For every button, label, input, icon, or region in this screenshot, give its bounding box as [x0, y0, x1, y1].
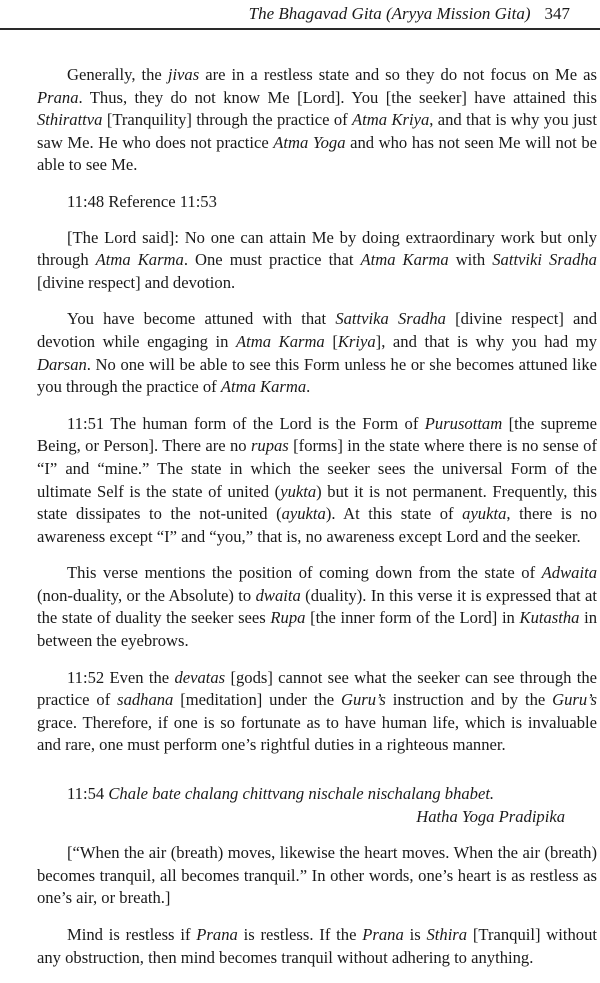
- text-run: [the supreme Being, or Person]. There are no: [37, 413, 597, 456]
- verse-source: [37, 806, 597, 829]
- italic-term: Atma Yoga: [273, 132, 346, 152]
- text-run: [: [324, 331, 338, 351]
- header-rule: [0, 28, 600, 30]
- italic-term: Prana: [196, 925, 238, 944]
- italic-term: Sthirattva: [37, 110, 103, 130]
- italic-term: jivas: [167, 65, 200, 84]
- italic-term: Atma Karma: [220, 377, 307, 397]
- text-run: . Thus, they do not know Me [Lord]. You [the seeker] have attained this: [78, 87, 597, 107]
- text-run: [the inner form of the Lord] in: [305, 608, 520, 628]
- text-run: 11:54: [67, 784, 109, 804]
- italic-term: yukta: [280, 481, 317, 501]
- verse-reference: [37, 191, 597, 214]
- italic-term: Sattvika Sradha: [335, 309, 446, 329]
- italic-term: Rupa: [270, 608, 306, 628]
- text-run: [divine respect] and devotion.: [37, 272, 236, 292]
- text-run: 11:48 Reference 11:53: [67, 191, 217, 211]
- quoted-verse: [37, 783, 597, 806]
- italic-term: sadhana: [117, 690, 174, 710]
- body-paragraph: [37, 924, 597, 969]
- body-paragraph: [37, 413, 597, 549]
- body-paragraph: [37, 842, 597, 910]
- text-run: This verse mentions the position of coming down from the state of: [67, 563, 542, 583]
- running-title: The Bhagavad Gita (Aryya Mission Gita): [248, 4, 531, 23]
- text-run: ], and that is why you had my: [375, 331, 597, 351]
- text-run: , and that is why you just saw Me. He who does not practice: [37, 110, 597, 152]
- text-run: [forms] in the state where there is no sense of “I” and “mine.” The state in which the seeker sees the universal Form of the ultimate Self is the state of united (: [37, 436, 597, 501]
- text-run: in between the eyebrows.: [37, 608, 597, 651]
- body-paragraph: [37, 562, 597, 652]
- italic-term: Atma Kriya: [352, 110, 430, 130]
- italic-term: rupas: [250, 436, 289, 456]
- text-run: [meditation] under the: [173, 690, 341, 710]
- italic-term: dwaita: [255, 585, 301, 605]
- text-run: ). At this state of: [325, 504, 463, 524]
- running-header: [249, 4, 570, 24]
- text-run: [divine respect] and devotion while engaging in: [37, 309, 598, 351]
- text-run: Mind is restless if: [67, 925, 197, 944]
- italic-term: ayukta: [281, 504, 326, 524]
- italic-term: Purusottam: [424, 413, 503, 433]
- page-body: [37, 64, 597, 983]
- text-run: [“When the air (breath) moves, likewise the heart moves. When the air (breath) becomes tranquil, all becomes tranquil.” In other words, one’s heart is as restless as one’s air, or breath.]: [37, 843, 597, 908]
- text-run: [The Lord said]: No one can attain Me by doing extraordinary work but only through: [37, 227, 597, 270]
- text-run: (non-duality, or the Absolute) to: [37, 585, 256, 605]
- text-run: Generally, the: [67, 65, 168, 84]
- body-paragraph: [37, 308, 597, 398]
- text-run: You have become attuned with that: [67, 309, 336, 329]
- text-run: are in a restless state and so they do not focus on Me as: [199, 65, 597, 84]
- italic-term: Guru’s: [552, 690, 598, 710]
- text-run: . One must practice that: [183, 250, 361, 270]
- italic-term: ayukta: [462, 504, 507, 524]
- text-run: 11:51 The human form of the Lord is the Form of: [67, 413, 425, 433]
- italic-term: Sthira: [426, 925, 468, 944]
- body-paragraph: [37, 227, 597, 295]
- text-run: and who has not seen Me will not be able to see Me.: [37, 132, 597, 175]
- page-number: 347: [544, 4, 570, 23]
- italic-term: Kriya: [337, 331, 376, 351]
- italic-term: Adwaita: [541, 563, 597, 583]
- italic-term: Kutastha: [519, 608, 580, 628]
- text-run: is restless. If the: [237, 925, 363, 944]
- italic-term: Atma Karma: [360, 250, 449, 270]
- text-run: [Tranquil] without any obstruction, then mind becomes tranquil without adhering to anything.: [37, 925, 598, 967]
- text-run: is: [403, 925, 427, 944]
- italic-term: Sattviki Sradha: [492, 250, 597, 270]
- text-run: (duality). In this verse it is expressed that at the state of duality the seeker sees: [37, 585, 597, 628]
- text-run: [Tranquility] through the practice of: [102, 110, 353, 130]
- text-run: . No one will be able to see this Form unless he or she becomes attuned like you through the practice of: [37, 354, 597, 397]
- italic-term: Prana: [362, 925, 404, 944]
- text-run: , there is no awareness except “I” and “you,” that is, no awareness except Lord and the seeker.: [37, 504, 597, 546]
- text-run: instruction and by the: [385, 690, 553, 710]
- text-run: with: [448, 250, 493, 270]
- italic-term: Darsan: [37, 354, 87, 374]
- text-run: grace. Therefore, if one is so fortunate as to have human life, which is invaluable and rare, one must perform one’s rightful duties in a righteous manner.: [37, 712, 597, 755]
- text-run: 11:52 Even the: [67, 667, 175, 687]
- italic-term: Atma Karma: [95, 250, 184, 270]
- italic-term: Prana: [37, 87, 79, 107]
- italic-term: Atma Karma: [236, 331, 325, 351]
- body-paragraph: [37, 667, 597, 757]
- italic-term: Chale bate chalang chittvang nischale nischalang bhabet.: [108, 784, 495, 804]
- text-run: Hatha Yoga Pradipika: [416, 806, 565, 826]
- body-paragraph: [37, 64, 597, 177]
- text-run: [gods] cannot see what the seeker can see through the practice of: [37, 667, 597, 710]
- italic-term: devatas: [174, 667, 226, 687]
- text-run: ) but it is not permanent. Frequently, this state dissipates to the not-united (: [37, 481, 597, 524]
- italic-term: Guru’s: [340, 690, 386, 710]
- text-run: .: [306, 377, 311, 397]
